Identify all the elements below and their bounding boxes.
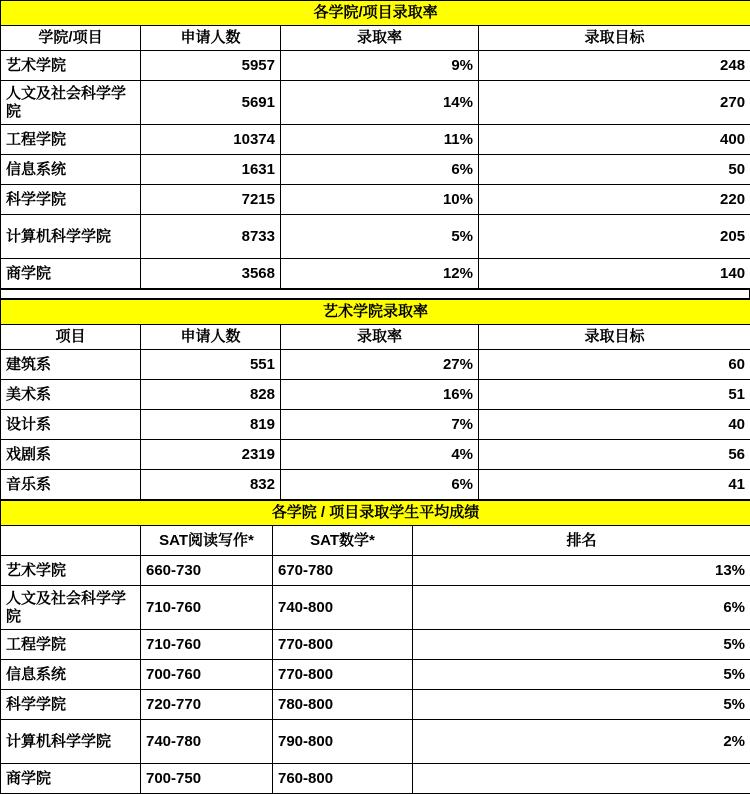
cell-applicants: 5957	[141, 51, 281, 81]
table-row	[1, 125, 750, 155]
table-banner-row	[1, 501, 750, 526]
cell-name: 商学院	[1, 259, 141, 289]
table-header-row	[1, 26, 750, 51]
cell-target: 50	[479, 155, 750, 185]
table-row	[1, 764, 750, 794]
cell-applicants: 7215	[141, 185, 281, 215]
cell-applicants: 5691	[141, 81, 281, 125]
cell-name: 信息系统	[1, 155, 141, 185]
table-row	[1, 690, 750, 720]
cell-rate: 16%	[281, 380, 479, 410]
cell-sat-math: 760-800	[273, 764, 413, 794]
cell-name: 信息系统	[1, 660, 141, 690]
table-row	[1, 660, 750, 690]
column-header-sat-reading: SAT阅读写作*	[141, 526, 273, 556]
table-row	[1, 259, 750, 289]
column-header-rate: 录取率	[281, 26, 479, 51]
table-average-scores	[0, 500, 750, 794]
table-row	[1, 720, 750, 764]
cell-rate: 6%	[281, 155, 479, 185]
cell-name: 工程学院	[1, 630, 141, 660]
cell-name: 设计系	[1, 410, 141, 440]
cell-target: 40	[479, 410, 750, 440]
table-row	[1, 51, 750, 81]
cell-name: 建筑系	[1, 350, 141, 380]
table-row	[1, 155, 750, 185]
table-banner: 艺术学院录取率	[1, 300, 750, 325]
cell-applicants: 551	[141, 350, 281, 380]
column-header-program: 学院/项目	[1, 26, 141, 51]
cell-applicants: 2319	[141, 440, 281, 470]
column-header-rank: 排名	[413, 526, 750, 556]
cell-rank: 13%	[413, 556, 750, 586]
cell-rank: 2%	[413, 720, 750, 764]
table-banner-row	[1, 1, 750, 26]
cell-name: 计算机科学学院	[1, 720, 141, 764]
cell-name: 美术系	[1, 380, 141, 410]
table-row	[1, 470, 750, 500]
cell-target: 248	[479, 51, 750, 81]
table-row	[1, 410, 750, 440]
cell-target: 220	[479, 185, 750, 215]
table-row	[1, 586, 750, 630]
cell-rate: 9%	[281, 51, 479, 81]
cell-applicants: 819	[141, 410, 281, 440]
table-header-row	[1, 526, 750, 556]
cell-applicants: 1631	[141, 155, 281, 185]
cell-applicants: 10374	[141, 125, 281, 155]
cell-target: 270	[479, 81, 750, 125]
column-header-applicants: 申请人数	[141, 26, 281, 51]
cell-rate: 4%	[281, 440, 479, 470]
cell-sat-math: 670-780	[273, 556, 413, 586]
table-row	[1, 380, 750, 410]
column-header-blank	[1, 526, 141, 556]
cell-name: 艺术学院	[1, 51, 141, 81]
column-header-program: 项目	[1, 325, 141, 350]
cell-sat-math: 770-800	[273, 660, 413, 690]
table-row	[1, 350, 750, 380]
cell-sat-reading: 720-770	[141, 690, 273, 720]
cell-target: 41	[479, 470, 750, 500]
spacer-cell	[1, 290, 750, 299]
cell-rate: 27%	[281, 350, 479, 380]
cell-sat-reading: 700-760	[141, 660, 273, 690]
cell-rate: 7%	[281, 410, 479, 440]
cell-sat-math: 790-800	[273, 720, 413, 764]
table-row	[1, 185, 750, 215]
column-header-sat-math: SAT数学*	[273, 526, 413, 556]
table-row	[1, 556, 750, 586]
table-banner: 各学院 / 项目录取学生平均成绩	[1, 501, 750, 526]
cell-name: 人文及社会科学学院	[1, 81, 141, 125]
cell-rate: 5%	[281, 215, 479, 259]
table-row	[1, 81, 750, 125]
table-row	[1, 630, 750, 660]
cell-rank: 5%	[413, 660, 750, 690]
cell-name: 人文及社会科学学院	[1, 586, 141, 630]
cell-rate: 10%	[281, 185, 479, 215]
cell-target: 205	[479, 215, 750, 259]
cell-name: 艺术学院	[1, 556, 141, 586]
cell-sat-reading: 740-780	[141, 720, 273, 764]
cell-rate: 12%	[281, 259, 479, 289]
table-row	[1, 440, 750, 470]
cell-sat-math: 740-800	[273, 586, 413, 630]
cell-name: 科学学院	[1, 690, 141, 720]
cell-name: 音乐系	[1, 470, 141, 500]
cell-target: 51	[479, 380, 750, 410]
cell-sat-reading: 660-730	[141, 556, 273, 586]
cell-applicants: 828	[141, 380, 281, 410]
column-header-applicants: 申请人数	[141, 325, 281, 350]
cell-applicants: 3568	[141, 259, 281, 289]
cell-sat-reading: 700-750	[141, 764, 273, 794]
cell-sat-math: 770-800	[273, 630, 413, 660]
cell-sat-reading: 710-760	[141, 586, 273, 630]
cell-name: 商学院	[1, 764, 141, 794]
table-banner: 各学院/项目录取率	[1, 1, 750, 26]
cell-name: 工程学院	[1, 125, 141, 155]
table-admission-rate-by-school	[0, 0, 750, 289]
table-spacer-1	[0, 289, 750, 299]
cell-target: 56	[479, 440, 750, 470]
column-header-target: 录取目标	[479, 26, 750, 51]
table-banner-row	[1, 300, 750, 325]
cell-rate: 6%	[281, 470, 479, 500]
table-header-row	[1, 325, 750, 350]
cell-sat-reading: 710-760	[141, 630, 273, 660]
table-row	[1, 215, 750, 259]
cell-target: 60	[479, 350, 750, 380]
cell-sat-math: 780-800	[273, 690, 413, 720]
cell-rate: 14%	[281, 81, 479, 125]
column-header-rate: 录取率	[281, 325, 479, 350]
cell-applicants: 832	[141, 470, 281, 500]
cell-name: 计算机科学学院	[1, 215, 141, 259]
cell-applicants: 8733	[141, 215, 281, 259]
cell-rank	[413, 764, 750, 794]
cell-target: 400	[479, 125, 750, 155]
table-art-school-admission-rate	[0, 299, 750, 500]
cell-rank: 5%	[413, 630, 750, 660]
cell-rank: 5%	[413, 690, 750, 720]
cell-target: 140	[479, 259, 750, 289]
cell-rank: 6%	[413, 586, 750, 630]
cell-name: 科学学院	[1, 185, 141, 215]
cell-rate: 11%	[281, 125, 479, 155]
spacer-row	[1, 290, 750, 299]
column-header-target: 录取目标	[479, 325, 750, 350]
cell-name: 戏剧系	[1, 440, 141, 470]
